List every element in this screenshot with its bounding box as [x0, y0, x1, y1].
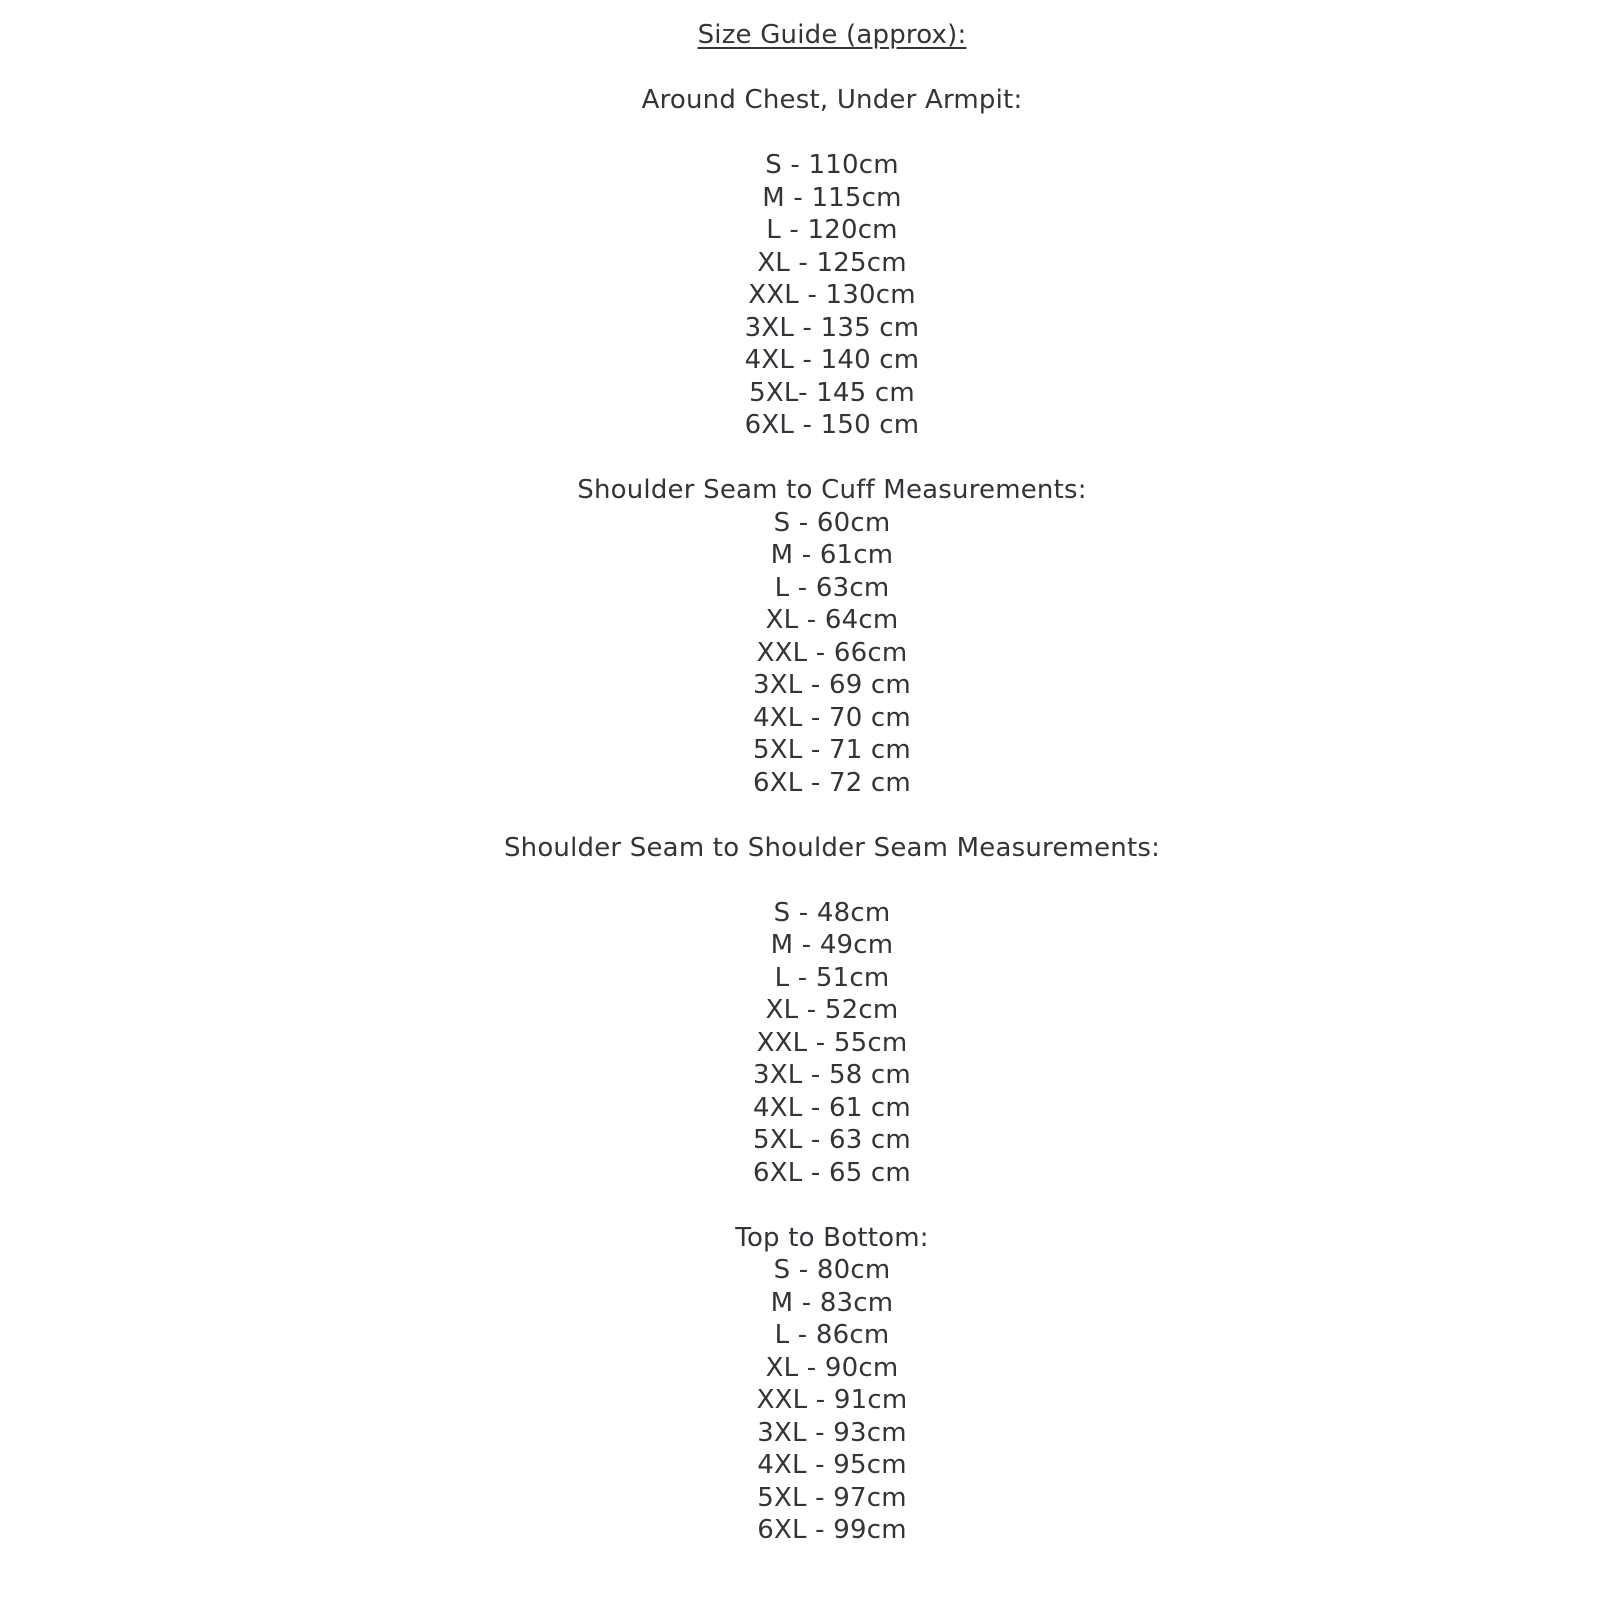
size-row: 4XL - 95cm: [757, 1450, 907, 1480]
size-row: XXL - 55cm: [756, 1027, 908, 1058]
section-shoulder-to-shoulder: [64, 832, 1600, 1190]
size-row: 5XL- 145 cm: [749, 377, 915, 408]
section-around-chest: [64, 84, 1600, 442]
size-row: 6XL - 150 cm: [744, 410, 920, 440]
size-row: 4XL - 140 cm: [744, 345, 920, 375]
size-row: 5XL - 97cm: [757, 1482, 907, 1513]
size-row: S - 48cm: [773, 897, 891, 928]
size-row: XL - 125cm: [757, 247, 907, 278]
size-row: XXL - 130cm: [748, 280, 916, 310]
size-row: 6XL - 72 cm: [753, 767, 911, 798]
section-heading: Around Chest, Under Armpit:: [641, 85, 1023, 115]
size-row: L - 63cm: [774, 572, 890, 603]
size-row: S - 110cm: [765, 150, 899, 180]
section-items: [64, 507, 1600, 800]
size-row: XL - 64cm: [765, 605, 899, 635]
size-row: XXL - 91cm: [756, 1385, 908, 1415]
size-row: 3XL - 58 cm: [753, 1060, 911, 1090]
size-row: S - 60cm: [773, 507, 891, 538]
size-row: 3XL - 93cm: [757, 1417, 907, 1448]
size-row: M - 61cm: [770, 540, 894, 570]
size-row: L - 86cm: [774, 1320, 890, 1350]
size-row: 3XL - 69 cm: [753, 670, 911, 700]
section-heading: Shoulder Seam to Shoulder Seam Measurements:: [503, 832, 1161, 863]
section-items: [64, 897, 1600, 1190]
size-row: M - 49cm: [770, 930, 894, 960]
size-row: 3XL - 135 cm: [744, 312, 920, 343]
size-row: XXL - 66cm: [756, 637, 908, 668]
size-row: XL - 90cm: [765, 1352, 899, 1383]
section-top-to-bottom: [64, 1222, 1600, 1547]
section-heading: Shoulder Seam to Cuff Measurements:: [577, 475, 1087, 505]
section-items: [64, 1254, 1600, 1547]
size-row: 5XL - 63 cm: [753, 1125, 911, 1155]
size-row: 6XL - 65 cm: [753, 1157, 911, 1188]
size-row: 4XL - 61 cm: [753, 1092, 911, 1123]
size-row: S - 80cm: [773, 1255, 891, 1285]
size-row: 5XL - 71 cm: [753, 735, 911, 765]
section-heading: Top to Bottom:: [735, 1222, 929, 1253]
size-row: L - 120cm: [766, 215, 898, 245]
size-row: L - 51cm: [774, 962, 890, 993]
size-row: XL - 52cm: [765, 995, 899, 1025]
section-shoulder-to-cuff: [64, 474, 1600, 799]
size-row: M - 115cm: [762, 182, 902, 213]
size-row: M - 83cm: [770, 1287, 894, 1318]
page-title: Size Guide (approx):: [697, 20, 967, 50]
size-row: 6XL - 99cm: [757, 1515, 907, 1545]
size-row: 4XL - 70 cm: [753, 702, 911, 733]
section-items: [64, 149, 1600, 442]
